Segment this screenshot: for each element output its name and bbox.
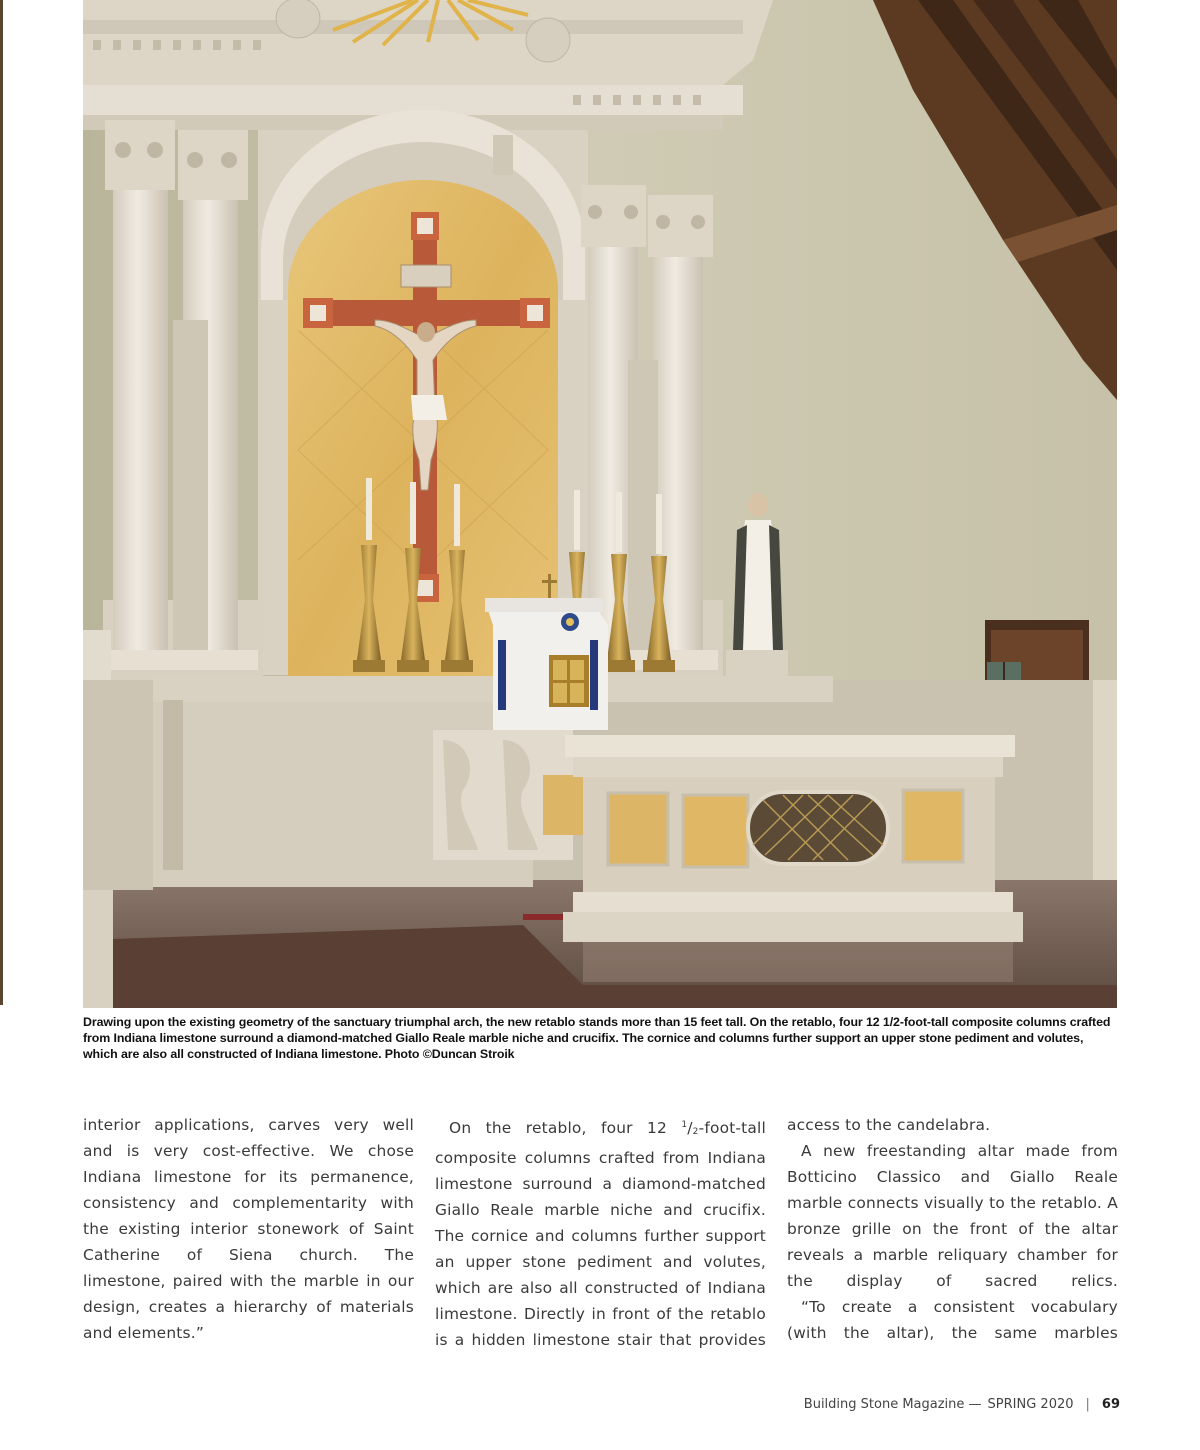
paragraph: access to the candelabra. [787,1116,991,1134]
article-column-2 [435,1112,766,1353]
fraction-denominator: 2 [692,1127,699,1137]
paragraph-text: On the retablo, four 12 [449,1119,667,1137]
paragraph-text: -foot-tall composite columns crafted from Indiana limestone surround a diamond-matched Giallo Reale marble niche and crucifix. The cornice and columns further support an upper stone pediment and volutes, which are also all constructed of Indiana limestone. Directly in front of the retablo is a hidden limestone stair that provides [435,1119,767,1349]
sanctuary-photo [83,0,1117,1008]
page-edge-stripe [0,0,3,1005]
paragraph: On the retablo, four 12 $^1/_2-foot$-tall composite columns crafted from Indiana limestone surround a diamond-matched Giallo Reale marble niche and crucifix. The cornice and columns further support an upper stone pediment and volutes, which are also all constructed of Indiana limestone. Directly in front of the retablo is a hidden limestone stair that provides [435,1119,767,1349]
page-footer [804,1397,1120,1412]
photo-caption: Drawing upon the existing geometry of the sanctuary triumphal arch, the new retablo stands more than 15 feet tall. On the retablo, four 12 1/2-foot-tall composite columns crafted from Indiana limestone surround a diamond-matched Giallo Reale marble niche and crucifix. The cornice and columns further support an upper stone pediment and volutes, which are also all constructed of Indiana limestone. Photo ©Duncan Stroik [83,1015,1111,1062]
issue-label: SPRING 2020 [987,1397,1074,1412]
footer-separator: | [1085,1397,1090,1412]
page-number: 69 [1101,1397,1120,1412]
fraction-numerator: 1 [681,1120,688,1130]
paragraph: “To create a consistent vocabulary (with the altar), the same marbles [787,1298,1118,1342]
paragraph: A new freestanding altar made from Botticino Classico and Giallo Reale marble connects visually to the retablo. A bronze grille on the front of the altar reveals a marble reliquary chamber for the display of sacred relics. [787,1142,1118,1290]
article-column-3 [787,1112,1118,1346]
freestanding-altar [563,735,1023,942]
paragraph: interior applications, carves very well and is very cost-effective. We chose Indiana limestone for its permanence, consistency and complementarity with the existing interior stonework of Saint Catherine of Siena church. The limestone, paired with the marble in our design, creates a hierarchy of materials and elements.” [83,1116,414,1342]
article-column-1 [83,1112,414,1346]
magazine-name: Building Stone Magazine — [803,1397,982,1412]
